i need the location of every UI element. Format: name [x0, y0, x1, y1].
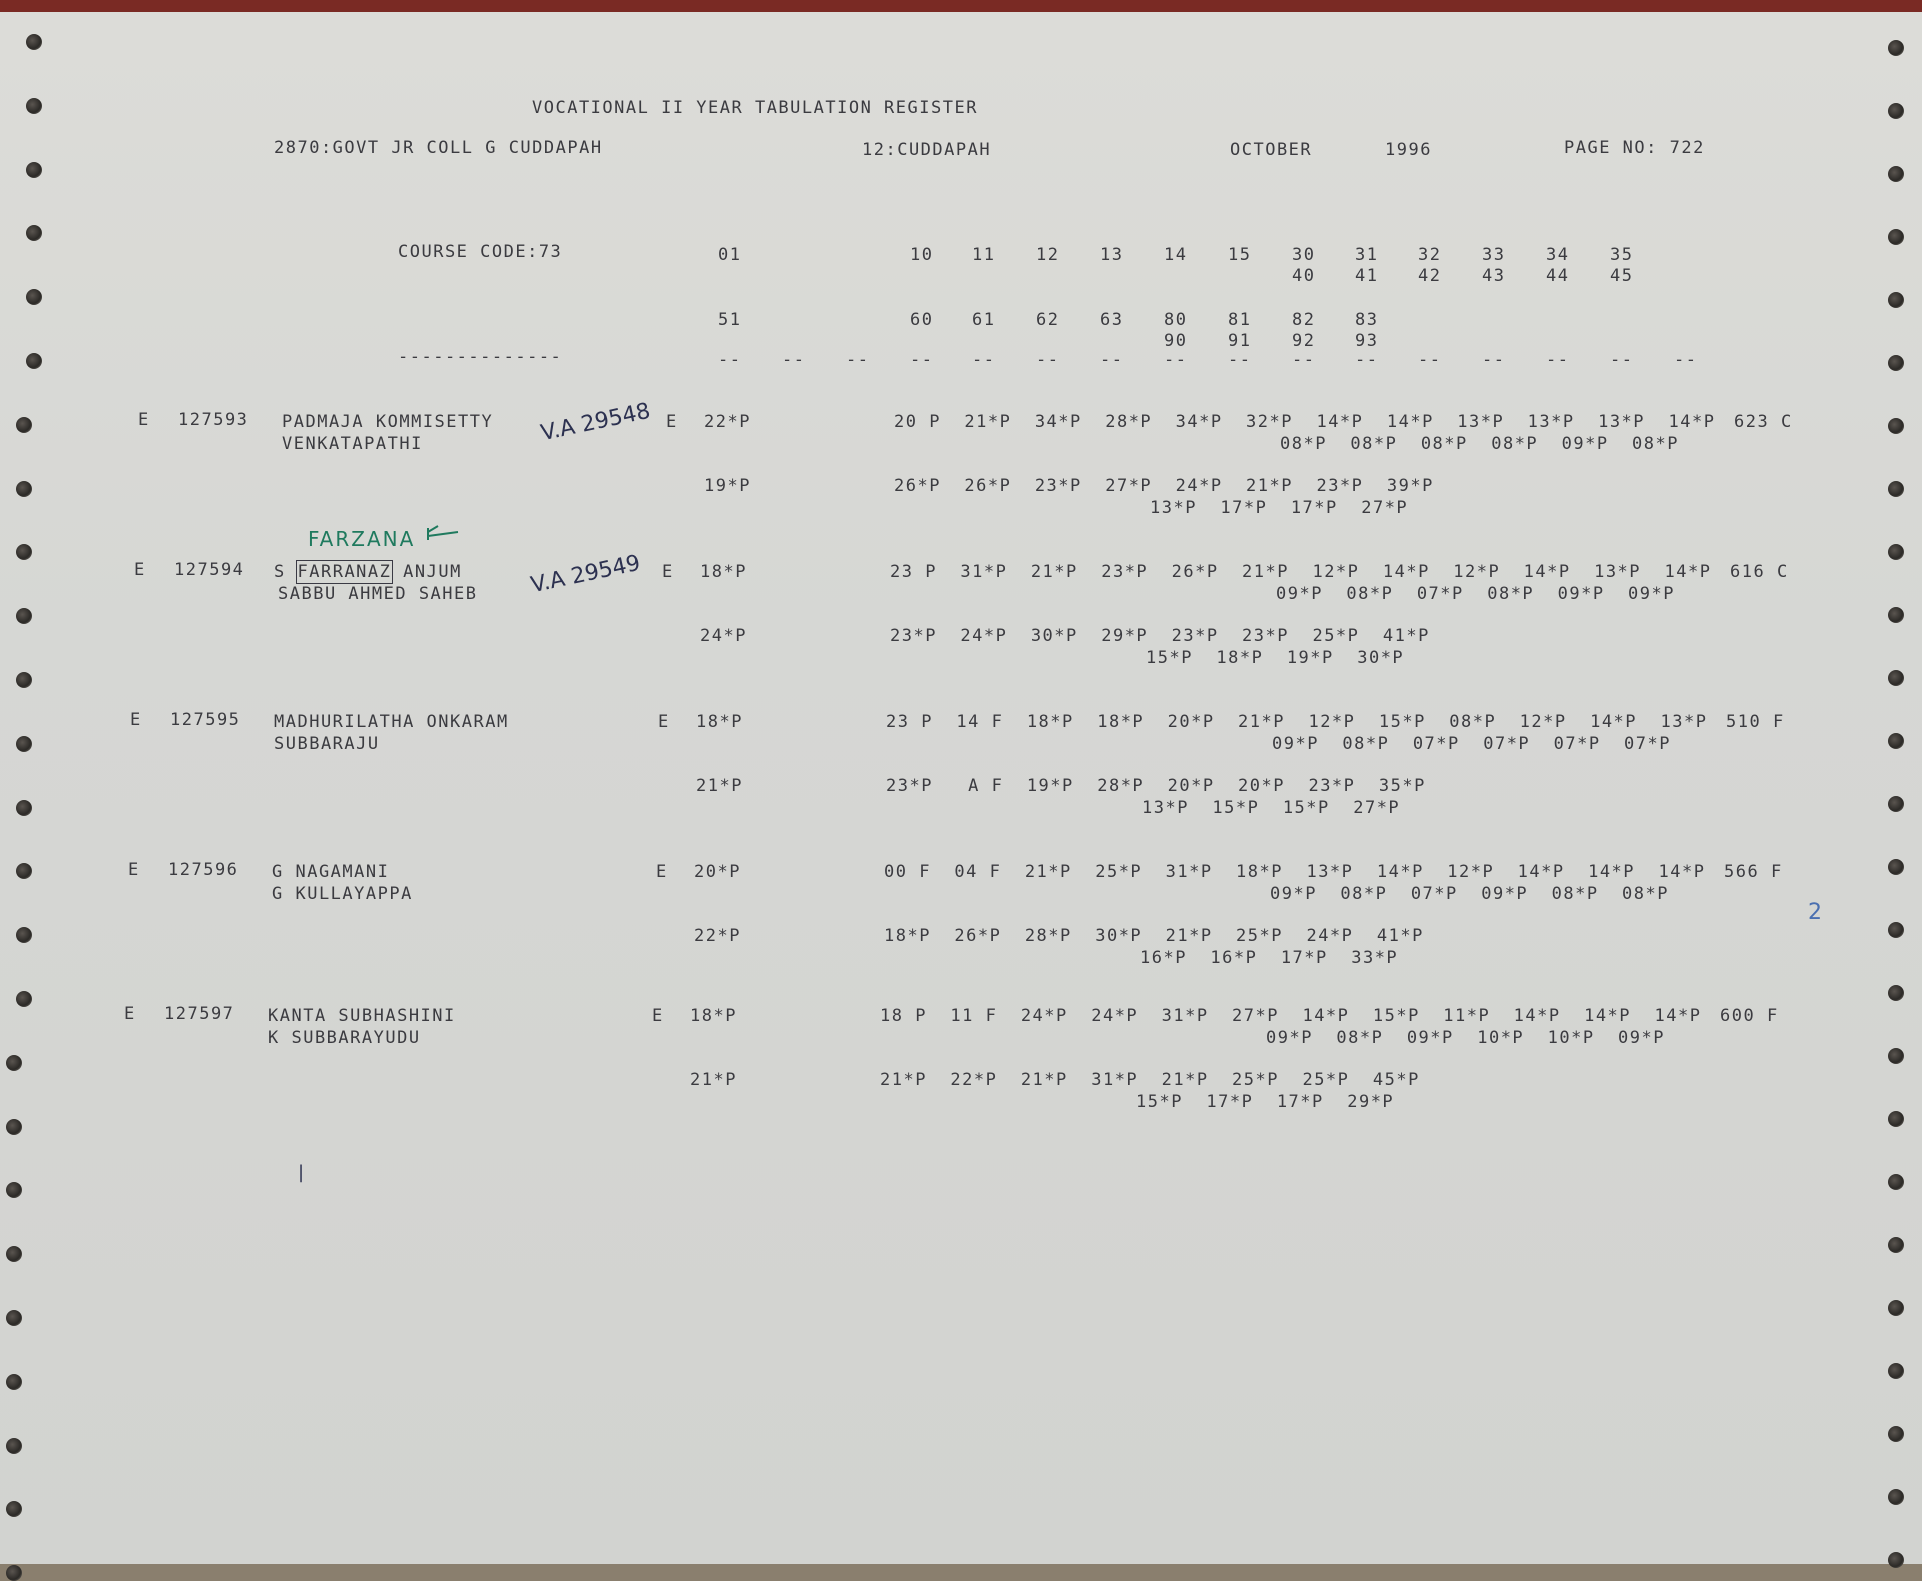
marks-row-1-continued: 08*P 08*P 08*P 08*P 09*P 08*P [1280, 434, 1679, 454]
sprocket-hole [1888, 796, 1904, 812]
column-dash: -- [972, 350, 996, 370]
marks-first-paper: 20*P [694, 862, 741, 882]
column-header-cell: 51 [718, 310, 742, 330]
column-dash: -- [1546, 350, 1570, 370]
column-header-cell: 83 [1355, 310, 1379, 330]
marks-first-paper: 18*P [700, 562, 747, 582]
marks-second-paper: 21*P [696, 776, 743, 796]
candidate-name: G NAGAMANI [272, 862, 390, 882]
sprocket-hole [1888, 229, 1904, 245]
column-header-cell: 42 [1418, 266, 1442, 286]
tabulation-register-page [0, 12, 1922, 1564]
sprocket-hole [1888, 40, 1904, 56]
register-number: 127594 [174, 560, 245, 580]
marks-row-1-continued: 09*P 08*P 09*P 10*P 10*P 09*P [1266, 1028, 1665, 1048]
parent-name: K SUBBARAYUDU [268, 1028, 421, 1048]
sprocket-hole [6, 1119, 22, 1135]
course-dash-line: -------------- [398, 347, 563, 367]
total-result: 616 C [1730, 562, 1789, 582]
medium-code: E [652, 1006, 664, 1026]
record-type: E [138, 410, 150, 430]
record-type: E [130, 710, 142, 730]
column-dash: -- [846, 350, 870, 370]
sprocket-hole [16, 991, 32, 1007]
column-header-cell: 90 [1164, 331, 1188, 351]
record-type: E [134, 560, 146, 580]
column-header-cell: 12 [1036, 245, 1060, 265]
sprocket-hole [16, 608, 32, 624]
column-header-cell: 93 [1355, 331, 1379, 351]
column-header-cell: 11 [972, 245, 996, 265]
column-dash: -- [1292, 350, 1316, 370]
stray-pen-mark: | [298, 1162, 305, 1183]
marks-first-paper: 22*P [704, 412, 751, 432]
marks-row-2: 23*P A F 19*P 28*P 20*P 20*P 23*P 35*P [886, 776, 1426, 796]
name-suffix: ANJUM [403, 562, 462, 582]
marks-row-1: 00 F 04 F 21*P 25*P 31*P 18*P 13*P 14*P 12*P 14*P 14*P 14*P [884, 862, 1706, 882]
sprocket-hole [1888, 1237, 1904, 1253]
column-header-cell: 80 [1164, 310, 1188, 330]
column-dash: -- [718, 350, 742, 370]
name-prefix: S [274, 562, 286, 582]
total-result: 600 F [1720, 1006, 1779, 1026]
column-header-cell: 40 [1292, 266, 1316, 286]
marks-row-2: 18*P 26*P 28*P 30*P 21*P 25*P 24*P 41*P [884, 926, 1424, 946]
sprocket-hole [1888, 418, 1904, 434]
marks-second-paper: 19*P [704, 476, 751, 496]
column-dash: -- [1418, 350, 1442, 370]
sprocket-hole [1888, 355, 1904, 371]
column-header-cell: 82 [1292, 310, 1316, 330]
sprocket-hole [6, 1310, 22, 1326]
candidate-name [274, 562, 462, 582]
sprocket-hole [1888, 1048, 1904, 1064]
medium-code: E [666, 412, 678, 432]
candidate-name: KANTA SUBHASHINI [268, 1006, 456, 1026]
exam-year: 1996 [1385, 140, 1432, 160]
record-type: E [124, 1004, 136, 1024]
sprocket-hole [1888, 985, 1904, 1001]
sprocket-hole [16, 800, 32, 816]
handwritten-code-1: V.A 29548 [538, 398, 653, 447]
sprocket-hole [26, 34, 42, 50]
column-dash: -- [1355, 350, 1379, 370]
total-result: 510 F [1726, 712, 1785, 732]
sprocket-hole [16, 417, 32, 433]
exam-month: OCTOBER [1230, 140, 1313, 160]
sprocket-hole [1888, 1174, 1904, 1190]
course-code: COURSE CODE:73 [398, 242, 563, 262]
sprocket-hole [1888, 859, 1904, 875]
column-header-cell: 33 [1482, 245, 1506, 265]
column-header-cell: 13 [1100, 245, 1124, 265]
margin-mark: 2 [1808, 900, 1822, 925]
column-header-cell: 14 [1164, 245, 1188, 265]
medium-code: E [658, 712, 670, 732]
handwritten-code-2: V.A 29549 [528, 550, 643, 599]
register-title: VOCATIONAL II YEAR TABULATION REGISTER [532, 98, 978, 118]
candidate-name: MADHURILATHA ONKARAM [274, 712, 509, 732]
sprocket-hole [1888, 103, 1904, 119]
column-header-cell: 61 [972, 310, 996, 330]
column-header-cell: 35 [1610, 245, 1634, 265]
name-boxed-part: FARRANAZ [297, 562, 392, 582]
column-dash: -- [1674, 350, 1698, 370]
column-header-cell: 01 [718, 245, 742, 265]
parent-name: VENKATAPATHI [282, 434, 423, 454]
marks-second-paper: 24*P [700, 626, 747, 646]
sprocket-hole [26, 225, 42, 241]
sprocket-hole [1888, 166, 1904, 182]
sprocket-hole [16, 481, 32, 497]
column-header-cell: 32 [1418, 245, 1442, 265]
sprocket-hole [6, 1438, 22, 1454]
total-result: 623 C [1734, 412, 1793, 432]
marks-row-2-continued: 15*P 18*P 19*P 30*P [1146, 648, 1405, 668]
register-number: 127597 [164, 1004, 235, 1024]
marks-row-1: 20 P 21*P 34*P 28*P 34*P 32*P 14*P 14*P 13*P 13*P 13*P 14*P [894, 412, 1716, 432]
sprocket-hole [1888, 481, 1904, 497]
sprocket-hole [1888, 292, 1904, 308]
column-dash: -- [1482, 350, 1506, 370]
sprocket-hole [6, 1055, 22, 1071]
sprocket-hole [1888, 1363, 1904, 1379]
sprocket-hole [1888, 922, 1904, 938]
parent-name: SABBU AHMED SAHEB [278, 584, 478, 604]
sprocket-hole [26, 162, 42, 178]
column-header-cell: 91 [1228, 331, 1252, 351]
column-dash: -- [1100, 350, 1124, 370]
column-header-cell: 63 [1100, 310, 1124, 330]
sprocket-hole [6, 1565, 22, 1581]
sprocket-hole [1888, 1111, 1904, 1127]
sprocket-hole [6, 1374, 22, 1390]
district-name: 12:CUDDAPAH [862, 140, 992, 160]
column-header-cell: 62 [1036, 310, 1060, 330]
marks-row-2-continued: 13*P 15*P 15*P 27*P [1142, 798, 1401, 818]
handwritten-name-correction: FARZANA [308, 524, 464, 551]
column-dash: -- [1164, 350, 1188, 370]
sprocket-hole [6, 1182, 22, 1198]
sprocket-hole [26, 353, 42, 369]
sprocket-hole [1888, 607, 1904, 623]
marks-second-paper: 21*P [690, 1070, 737, 1090]
sprocket-hole [16, 927, 32, 943]
marks-row-2-continued: 13*P 17*P 17*P 27*P [1150, 498, 1409, 518]
column-dash: -- [1036, 350, 1060, 370]
medium-code: E [662, 562, 674, 582]
column-header-cell: 15 [1228, 245, 1252, 265]
marks-row-1-continued: 09*P 08*P 07*P 07*P 07*P 07*P [1272, 734, 1671, 754]
sprocket-hole [1888, 733, 1904, 749]
marks-row-1-continued: 09*P 08*P 07*P 09*P 08*P 08*P [1270, 884, 1669, 904]
page-number: PAGE NO: 722 [1564, 138, 1705, 158]
marks-row-1-continued: 09*P 08*P 07*P 08*P 09*P 09*P [1276, 584, 1675, 604]
marks-row-1: 23 P 31*P 21*P 23*P 26*P 21*P 12*P 14*P 12*P 14*P 13*P 14*P [890, 562, 1712, 582]
candidate-name: PADMAJA KOMMISETTY [282, 412, 494, 432]
register-number: 127595 [170, 710, 241, 730]
marks-row-2-continued: 15*P 17*P 17*P 29*P [1136, 1092, 1395, 1112]
sprocket-hole [16, 863, 32, 879]
column-header-cell: 10 [910, 245, 934, 265]
register-number: 127596 [168, 860, 239, 880]
parent-name: G KULLAYAPPA [272, 884, 413, 904]
marks-row-2: 21*P 22*P 21*P 31*P 21*P 25*P 25*P 45*P [880, 1070, 1420, 1090]
marks-first-paper: 18*P [696, 712, 743, 732]
sprocket-hole [1888, 1489, 1904, 1505]
record-type: E [128, 860, 140, 880]
column-dash: -- [782, 350, 806, 370]
column-header-cell: 41 [1355, 266, 1379, 286]
column-dash: -- [910, 350, 934, 370]
column-header-cell: 43 [1482, 266, 1506, 286]
column-header-cell: 30 [1292, 245, 1316, 265]
medium-code: E [656, 862, 668, 882]
column-header-cell: 44 [1546, 266, 1570, 286]
column-dash: -- [1228, 350, 1252, 370]
marks-row-2: 23*P 24*P 30*P 29*P 23*P 23*P 25*P 41*P [890, 626, 1430, 646]
sprocket-hole [26, 98, 42, 114]
marks-second-paper: 22*P [694, 926, 741, 946]
sprocket-hole [1888, 1300, 1904, 1316]
column-header-cell: 34 [1546, 245, 1570, 265]
sprocket-hole [1888, 670, 1904, 686]
sprocket-hole [16, 736, 32, 752]
marks-row-1: 18 P 11 F 24*P 24*P 31*P 27*P 14*P 15*P 11*P 14*P 14*P 14*P [880, 1006, 1702, 1026]
column-header-cell: 81 [1228, 310, 1252, 330]
column-header-cell: 92 [1292, 331, 1316, 351]
sprocket-hole [6, 1501, 22, 1517]
sprocket-hole [16, 544, 32, 560]
column-header-cell: 60 [910, 310, 934, 330]
sprocket-hole [1888, 544, 1904, 560]
parent-name: SUBBARAJU [274, 734, 380, 754]
column-dash: -- [1610, 350, 1634, 370]
register-number: 127593 [178, 410, 249, 430]
sprocket-hole [1888, 1426, 1904, 1442]
sprocket-hole [26, 289, 42, 305]
sprocket-hole [16, 672, 32, 688]
correction-arrow-icon [424, 524, 464, 546]
marks-row-2-continued: 16*P 16*P 17*P 33*P [1140, 948, 1399, 968]
column-header-cell: 31 [1355, 245, 1379, 265]
marks-row-1: 23 P 14 F 18*P 18*P 20*P 21*P 12*P 15*P 08*P 12*P 14*P 13*P [886, 712, 1708, 732]
sprocket-hole [6, 1246, 22, 1262]
college-name: 2870:GOVT JR COLL G CUDDAPAH [274, 138, 603, 158]
column-header-cell: 45 [1610, 266, 1634, 286]
total-result: 566 F [1724, 862, 1783, 882]
marks-first-paper: 18*P [690, 1006, 737, 1026]
marks-row-2: 26*P 26*P 23*P 27*P 24*P 21*P 23*P 39*P [894, 476, 1434, 496]
